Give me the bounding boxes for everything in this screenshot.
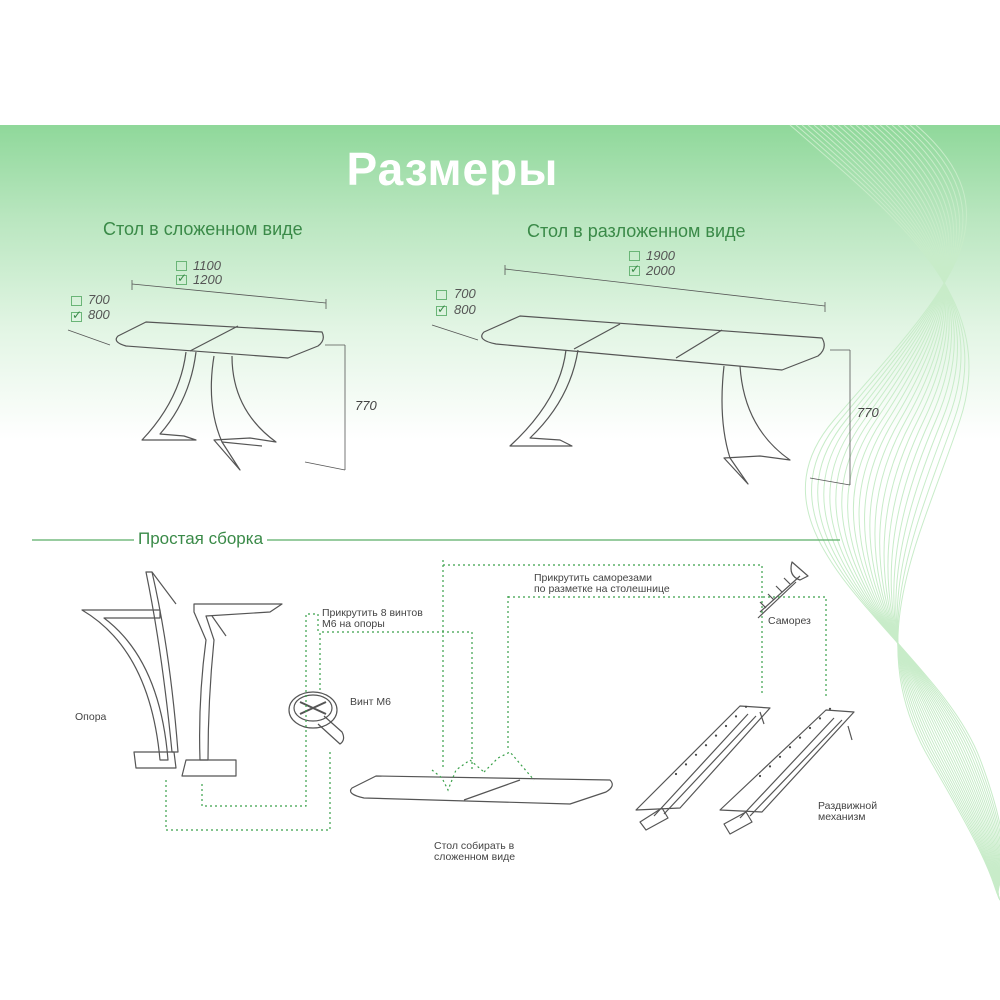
- unfolded-length-option-1: 1900: [646, 248, 675, 263]
- unfolded-heading: Стол в разложенном виде: [527, 221, 746, 241]
- screw-instruction-line-2: по разметке на столешнице: [534, 583, 670, 595]
- assembly-heading: Простая сборка: [134, 529, 267, 549]
- table-instruction-line-2: сложенном виде: [434, 851, 516, 863]
- unfolded-height-label: 770: [857, 405, 879, 420]
- folded-height-label: 770: [355, 398, 377, 413]
- screw-instruction-line-1: Прикрутить саморезами: [534, 572, 653, 584]
- bolt-label: Винт М6: [350, 696, 391, 708]
- table-instruction-line-1: Стол собирать в: [434, 840, 515, 852]
- folded-heading: Стол в сложенном виде: [103, 219, 303, 239]
- screw-label: Саморез: [768, 615, 811, 627]
- mechanism-label-line-2: механизм: [818, 811, 866, 823]
- folded-length-option-2: 1200: [193, 272, 222, 287]
- folded-length-option-1: 1100: [193, 258, 221, 273]
- unfolded-width-option-1: 700: [454, 286, 476, 301]
- support-label: Опора: [75, 711, 107, 723]
- page-title: Размеры: [346, 143, 559, 195]
- checkmark-icon: ✓: [72, 308, 83, 322]
- bolt-instruction-line-2: М6 на опоры: [322, 618, 385, 630]
- folded-width-option-2: 800: [88, 307, 110, 322]
- checkmark-icon: ✓: [437, 302, 448, 316]
- mechanism-label-line-1: Раздвижной: [818, 800, 878, 812]
- checkmark-icon: ✓: [630, 262, 641, 276]
- checkmark-icon: ✓: [177, 271, 188, 285]
- unfolded-length-option-2: 2000: [646, 263, 675, 278]
- bolt-instruction-line-1: Прикрутить 8 винтов: [322, 607, 423, 619]
- folded-width-option-1: 700: [88, 292, 110, 307]
- unfolded-width-option-2: 800: [454, 302, 476, 317]
